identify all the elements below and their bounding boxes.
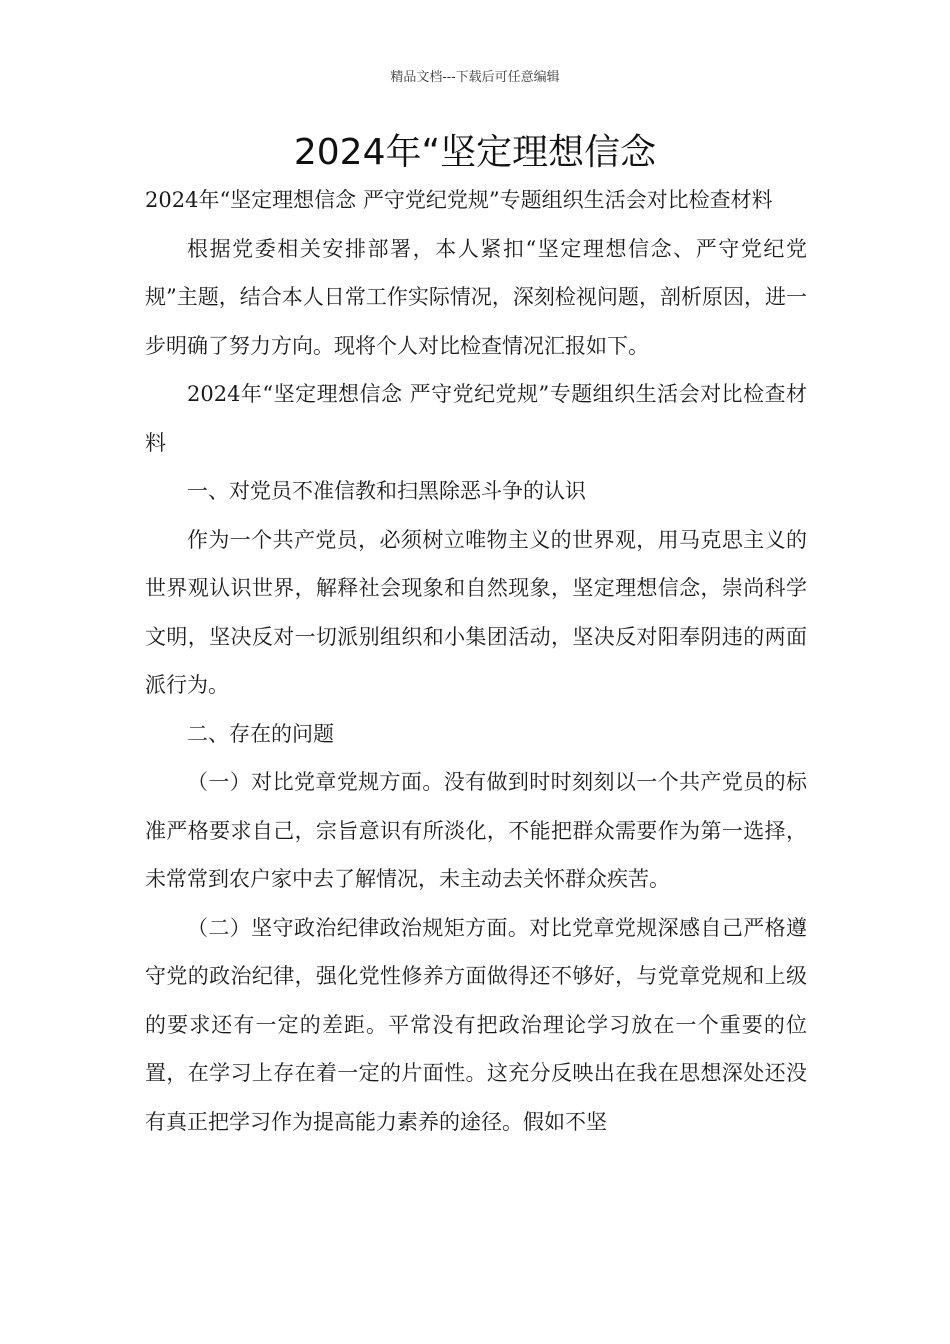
paragraph-intro: 根据党委相关安排部署，本人紧扣“坚定理想信念、严守党纪党规”主题，结合本人日常工作实际情况，深刻检视问题，剖析原因，进一步明确了努力方向。现将个人对比检查情况汇报如下。 xyxy=(145,236,807,358)
paragraph-section-1: 作为一个共产党员，必须树立唯物主义的世界观，用马克思主义的世界观认识世界，解释社会现象和自然现象，坚定理想信念，崇尚科学文明，坚决反对一切派别组织和小集团活动，坚决反对阳奉阴违的两面派行为。 xyxy=(145,527,807,697)
paragraph-issue-2: （二）坚守政治纪律政治规矩方面。对比党章党规深感自己严格遵守党的政治纪律，强化党性修养方面做得还不够好，与党章党规和上级的要求还有一定的差距。平常没有把政治理论学习放在一个重要的位置，在学习上存在着一定的片面性。这充分反映出在我在思想深处还没有真正把学习作为提高能力素养的途径。假如不坚 xyxy=(145,915,807,1134)
paragraph-issue-1: （一）对比党章党规方面。没有做到时时刻刻以一个共产党员的标准严格要求自己，宗旨意识有所淡化，不能把群众需要作为第一选择，未常常到农户家中去了解情况，未主动去关怀群众疾苦。 xyxy=(145,770,807,891)
section-heading-2: 二、存在的问题 xyxy=(187,721,334,746)
document-body xyxy=(145,176,807,1146)
paragraph-repeat-title: 2024年“坚定理想信念 严守党纪党规”专题组织生活会对比检查材料 xyxy=(145,382,807,455)
page-header: 精品文档---下载后可任意编辑 xyxy=(390,70,560,85)
paragraph-subtitle: 2024年“坚定理想信念 严守党纪党规”专题组织生活会对比检查材料 xyxy=(145,188,773,212)
document-title: 2024年“坚定理想信念 xyxy=(293,132,657,173)
section-heading-1: 一、对党员不准信教和扫黑除恶斗争的认识 xyxy=(187,479,586,503)
